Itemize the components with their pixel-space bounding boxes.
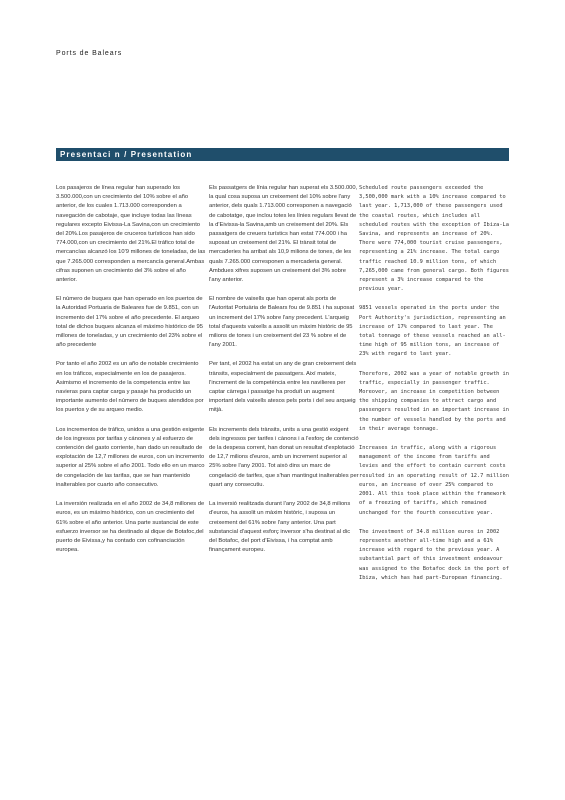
header-title: Ports de Balears	[56, 50, 123, 57]
section-title: Presentaci n / Presentation	[60, 150, 193, 159]
paragraph: La inversión realizada en el año 2002 de 34,8 millones de euros, es un máximo histórico, con un crecimiento del 61% sobre el año anterior. Una parte sustancial de este esfuerzo inversor se ha destinado al dique de Botafoc,del puerto de Eivissa,y ha contado con cofinanciación europea.	[56, 501, 205, 554]
paragraph: Scheduled route passengers exceeded the 3,500,000 mark with a 10% increase compared to last year. 1,713,000 of these passengers used the coastal routes, which includes all scheduled routes with the exception of Ibiza-La Savina, and represents an increase of 20%. There were 774,000 tourist cruise passengers, representing a 21% increase. The total cargo traffic reached 10.9 million tons, of which 7,265,000 came from general cargo. Both figures represent a 3% increase compared to the previous year.	[359, 185, 509, 293]
paragraph: Increases in traffic, along with a rigorous management of the income from tariffs and levies and the effort to contain current costs resulted in an operating result of 12.7 million euros, an increase of over 25% compared to 2001. All this took place within the framework of a freezing of tariffs, which remained unchanged for the fourth consecutive year.	[359, 445, 509, 516]
paragraph: El nombre de vaixells que han operat als ports de l'Autoritat Portuària de Balears fou de 9.851 i ha suposat un increment del 17% sobre l'any precedent. L'arqueig total d'aquests vaixells a assolit un màxim històric de 95 milions de tones i un creixement del 23 % sobre el de l'any 2001.	[209, 296, 355, 349]
column-catalan	[209, 184, 359, 565]
paragraph: Los pasajeros de línea regular han superado los 3.500.000,con un crecimiento del 10% sobre el año anterior, de los cuales 1.713.000 corresponden a navegación de cabotaje, que incluye todas las líneas regulares excepto Eivissa-La Savina,con un crecimiento del 20%.Los pasajeros de cruceros turísticos han sido 774.000,con un crecimiento del 21%.El tráfico total de mercancías alcanzó los 10'9 millones de toneladas, de las que 7.265.000 corresponden a mercancía general.Ambas cifras suponen un crecimiento del 3% sobre el año anterior.	[56, 185, 206, 284]
column-english	[359, 184, 510, 593]
paragraph: Els passatgers de línia regular han superat els 3.500.000, la qual cosa suposa un creixement del 10% sobre l'any anterior, dels quals 1.713.000 corresponen a navegació de cabotatge, que inclou totes les línies regulars llevat de la d'Eivissa-la Savina,amb un creixement del 20%. Els passatgers de creuers turístics han estat 774.000 i ha suposat un creixement del 21%. El trànsit total de mercaderies ha arribat als 10,9 milions de tones, de les quals 7.265.000 corresponen a mercaderia general. Ambdues xifres suposen un creixement del 3% sobre l'any anterior.	[209, 185, 358, 284]
paragraph: 9851 vessels operated in the ports under the Port Authority's jurisdiction, representing an increase of 17% compared to last year. The total tonnage of these vessels reached an all-time high of 95 million tons, an increase of 23% with regard to last year.	[359, 305, 506, 358]
column-spanish	[56, 184, 206, 565]
paragraph: Therefore, 2002 was a year of notable growth in traffic, especially in passenger traffic. Moreover, an increase in competition between the shipping companies to attract cargo and passengers resulted in an important increase in the number of vessels handled by the ports and in their average tonnage.	[359, 370, 509, 432]
paragraph: La inversió realitzada durant l'any 2002 de 34,8 milions d'euros, ha assolit un màxim històric, i suposa un creixement del 61% sobre l'any anterior. Una part substancial d'aquest esforç inversor s'ha destinat al dic del Botafoc, del port d'Eivissa, i ha comptat amb finançament europeu.	[209, 501, 351, 554]
paragraph: Els increments dels trànsits, units a una gestió exigent dels ingressos per tarifes i cànons i a l'esforç de contenció de la despesa corrent, han donat un resultat d'explotació de 12,7 milions d'euros, amb un increment superior al 25% sobre l'any 2001. Tot això dins un marc de congelació de tarifes, que s'han mantingut inalterables per quart any consecutiu.	[209, 426, 359, 488]
paragraph: El número de buques que han operado en los puertos de la Autoridad Portuaria de Baleares fue de 9.851, con un incremento del 17% sobre el año precedente. El arqueo total de dichos buques alcanza el máximo histórico de 95 millones de toneladas, y un crecimiento del 23% sobre el año precedente	[56, 296, 203, 349]
section-band	[56, 149, 509, 161]
paragraph: Por tanto el año 2002 es un año de notable crecimiento en los tráficos, especialmente en los de pasajeros. Asimismo el incremento de la competencia entre las navieras para captar carga y pasaje ha producido un importante aumento del número de buques atendidos por los puertos y de su arqueo medio.	[56, 361, 204, 414]
paragraph: The investment of 34.8 million euros in 2002 represents another all-time high and a 61% increase with regard to the previous year. A substantial part of this investment endeavour was assigned to the Botafoc dock in the port of Ibiza, which has had part-European financing.	[359, 528, 509, 581]
paragraph: Per tant, el 2002 ha estat un any de gran creixement dels trànsits, especialment de passatgers. Així mateix, l'increment de la competència entre les navilieres per captar càrrega i passatge ha produït un augment important dels vaixells atesos pels ports i del seu arqueig mitjà.	[209, 361, 357, 414]
paragraph: Los incrementos de tráfico, unidos a una gestión exigente de los ingresos por tarifas y cánones y al esfuerzo de contención del gasto corriente, han dado un resultado de explotación de 12,7 millones de euros, con un incremento superior al 25% sobre el año 2001. Todo ello en un marco de congelación de las tarifas, que se han mantenido inalterables por cuarto año consecutivo.	[56, 426, 205, 488]
